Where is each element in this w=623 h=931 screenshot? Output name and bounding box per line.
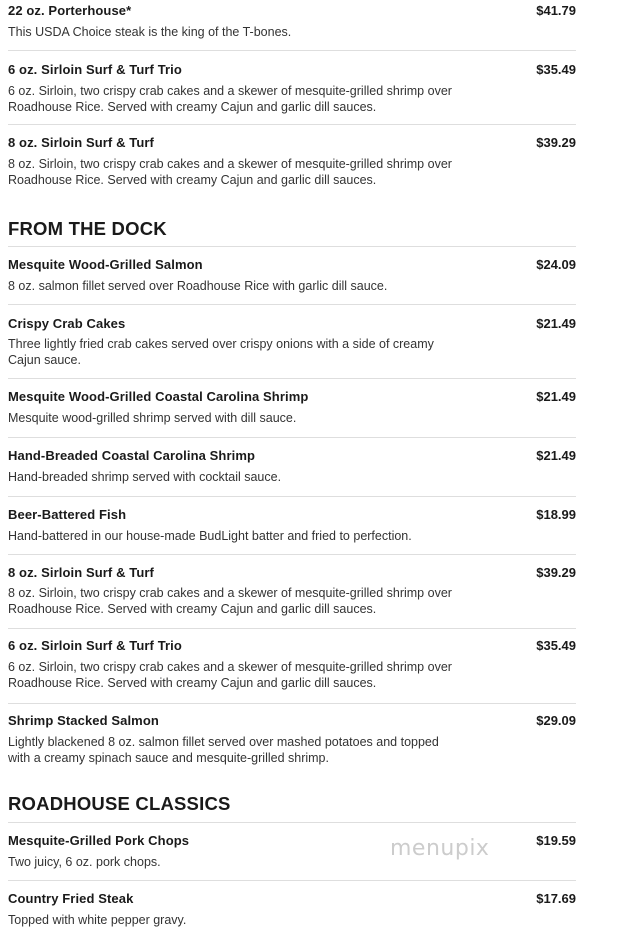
item-price: $39.29 <box>536 565 576 580</box>
menu-item <box>8 438 576 497</box>
item-name: Mesquite Wood-Grilled Coastal Carolina Shrimp <box>8 389 309 404</box>
item-price: $18.99 <box>536 507 576 522</box>
section-header <box>8 777 576 823</box>
item-description: Mesquite wood-grilled shrimp served with dill sauce. <box>8 411 297 425</box>
item-description: 8 oz. salmon fillet served over Roadhouse Rice with garlic dill sauce. <box>8 279 388 293</box>
item-name: 8 oz. Sirloin Surf & Turf <box>8 565 154 580</box>
item-price: $41.79 <box>536 3 576 18</box>
section-title: FROM THE DOCK <box>8 218 167 239</box>
item-price: $24.09 <box>536 257 576 272</box>
menu-item <box>8 629 576 704</box>
section-header <box>8 198 576 247</box>
menu-item <box>8 305 576 379</box>
item-name: Shrimp Stacked Salmon <box>8 713 159 728</box>
item-price: $39.29 <box>536 135 576 150</box>
menu-item <box>8 247 576 305</box>
item-name: Beer-Battered Fish <box>8 507 127 522</box>
menu-item <box>8 555 576 629</box>
item-price: $35.49 <box>536 62 576 77</box>
item-description: Three lightly fried crab cakes served over crispy onions with a side of creamy Cajun sauce. <box>8 337 434 367</box>
menu-item <box>8 497 576 555</box>
item-description: This USDA Choice steak is the king of the T-bones. <box>8 25 292 39</box>
menu-item <box>8 379 576 438</box>
item-price: $21.49 <box>536 389 576 404</box>
item-name: 6 oz. Sirloin Surf & Turf Trio <box>8 62 182 77</box>
item-description: Hand-battered in our house-made BudLight batter and fried to perfection. <box>8 529 412 543</box>
item-description: 6 oz. Sirloin, two crispy crab cakes and a skewer of mesquite-grilled shrimp over Roadhouse Rice. Served with creamy Cajun and garlic dill sauces. <box>8 84 452 114</box>
item-price: $35.49 <box>536 638 576 653</box>
menu-item <box>8 125 576 198</box>
item-name: 22 oz. Porterhouse* <box>8 3 132 18</box>
section-title: ROADHOUSE CLASSICS <box>8 793 231 814</box>
menu-item <box>8 0 576 51</box>
menu-item <box>8 823 576 881</box>
item-price: $17.69 <box>536 891 576 906</box>
item-name: Country Fried Steak <box>8 891 134 906</box>
item-price: $21.49 <box>536 316 576 331</box>
item-description: Lightly blackened 8 oz. salmon fillet served over mashed potatoes and topped with a creamy spinach sauce and mesquite-grilled shrimp. <box>8 735 439 765</box>
item-description: Topped with white pepper gravy. <box>8 913 187 927</box>
item-name: 8 oz. Sirloin Surf & Turf <box>8 135 154 150</box>
item-name: 6 oz. Sirloin Surf & Turf Trio <box>8 638 182 653</box>
item-name: Mesquite Wood-Grilled Salmon <box>8 257 203 272</box>
item-description: Hand-breaded shrimp served with cocktail sauce. <box>8 470 282 484</box>
menu-item <box>8 704 576 777</box>
item-description: 6 oz. Sirloin, two crispy crab cakes and a skewer of mesquite-grilled shrimp over Roadhouse Rice. Served with creamy Cajun and garlic dill sauces. <box>8 660 452 690</box>
menu-item <box>8 881 576 931</box>
item-price: $29.09 <box>536 713 576 728</box>
menu <box>8 0 576 931</box>
watermark: menupix <box>390 836 490 861</box>
item-name: Crispy Crab Cakes <box>8 316 126 331</box>
item-name: Hand-Breaded Coastal Carolina Shrimp <box>8 448 256 463</box>
item-price: $19.59 <box>536 833 576 848</box>
item-description: Two juicy, 6 oz. pork chops. <box>8 855 161 869</box>
item-price: $21.49 <box>536 448 576 463</box>
menu-item <box>8 51 576 125</box>
item-description: 8 oz. Sirloin, two crispy crab cakes and a skewer of mesquite-grilled shrimp over Roadhouse Rice. Served with creamy Cajun and garlic dill sauces. <box>8 586 452 616</box>
item-name: Mesquite-Grilled Pork Chops <box>8 833 190 848</box>
item-description: 8 oz. Sirloin, two crispy crab cakes and a skewer of mesquite-grilled shrimp over Roadhouse Rice. Served with creamy Cajun and garlic dill sauces. <box>8 157 452 187</box>
